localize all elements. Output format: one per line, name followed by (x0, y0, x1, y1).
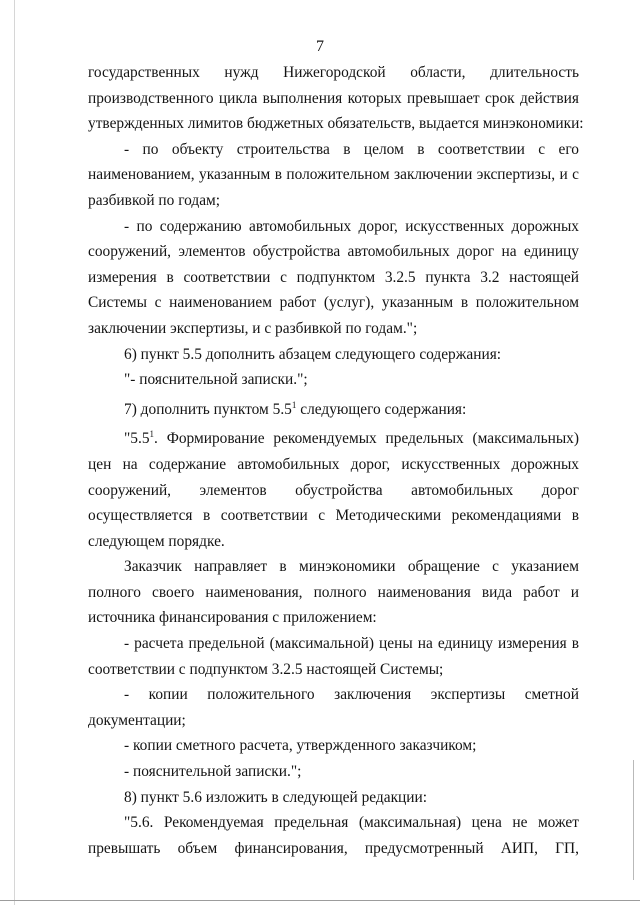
text-line: следующем порядке. (88, 532, 225, 550)
text-line: "- пояснительной записки."; (124, 371, 308, 389)
text-line: Заказчик направляет в минэкономики обращение с указанием (124, 558, 579, 576)
text-line: Системы с наименованием работ (услуг), указанным в положительном (88, 294, 579, 312)
text-line: источника финансирования с приложением: (88, 609, 377, 627)
text-line (88, 393, 579, 423)
text-line: "5.6. Рекомендуемая предельная (максимальная) цена не может (124, 814, 579, 832)
text-line: 8) пункт 5.6 изложить в следующей редакции: (124, 788, 428, 806)
text-line: осуществляется в соответствии с Методическими рекомендациями в (88, 507, 579, 525)
scan-edge-left (14, 0, 15, 905)
text-segment: следующего содержания: (300, 400, 467, 418)
text-line: полного своего наименования, полного наименования вида работ и (88, 583, 579, 601)
text-line: 6) пункт 5.5 дополнить абзацем следующего содержания: (124, 345, 502, 363)
text-segment: "5.5 (124, 430, 150, 448)
text-segment: 7) дополнить пунктом 5.5 (124, 400, 292, 418)
document-body (88, 60, 584, 861)
text-line: разбивкой по годам; (88, 191, 221, 209)
superscript: 1 (291, 399, 297, 410)
text-line: сооружений, элементов обустройства автомобильных дорог на единицу (88, 243, 579, 261)
text-line: - расчета предельной (максимальной) цены на единицу измерения в (124, 635, 579, 653)
text-segment: . Формирование рекомендуемых предельных (максимальных) (154, 430, 579, 448)
text-line: сооружений, элементов обустройства автомобильных дорог (88, 481, 579, 499)
page-number: 7 (316, 38, 324, 55)
text-line: наименованием, указанным в положительном заключении экспертизы, и с (88, 166, 579, 184)
text-line: измерения в соответствии с подпунктом 3.2.5 пункта 3.2 настоящей (88, 268, 579, 286)
text-line: документации; (88, 711, 186, 729)
text-line: - копии положительного заключения экспертизы сметной (124, 686, 579, 704)
text-line: - по объекту строительства в целом в соответствии с его (124, 140, 579, 158)
text-line (88, 422, 579, 452)
text-line: - копии сметного расчета, утвержденного заказчиком; (124, 737, 477, 755)
text-line: производственного цикла выполнения которых превышает срок действия (88, 89, 579, 107)
superscript: 1 (149, 429, 155, 440)
text-line: соответствии с подпунктом 3.2.5 настоящей Системы; (88, 660, 444, 678)
text-line: превышать объем финансирования, предусмотренный АИП, ГП, (88, 839, 579, 857)
text-line: государственных нужд Нижегородской области, длительность (88, 64, 579, 81)
scan-edge-right (633, 760, 634, 880)
scan-edge-bottom (0, 900, 640, 901)
text-line: заключении экспертизы, и с разбивкой по годам."; (88, 319, 418, 337)
text-line: - по содержанию автомобильных дорог, искусственных дорожных (124, 217, 579, 235)
text-line: - пояснительной записки."; (124, 763, 302, 781)
text-line: утвержденных лимитов бюджетных обязательств, выдается минэкономики: (88, 115, 584, 133)
text-line: цен на содержание автомобильных дорог, искусственных дорожных (88, 455, 579, 473)
